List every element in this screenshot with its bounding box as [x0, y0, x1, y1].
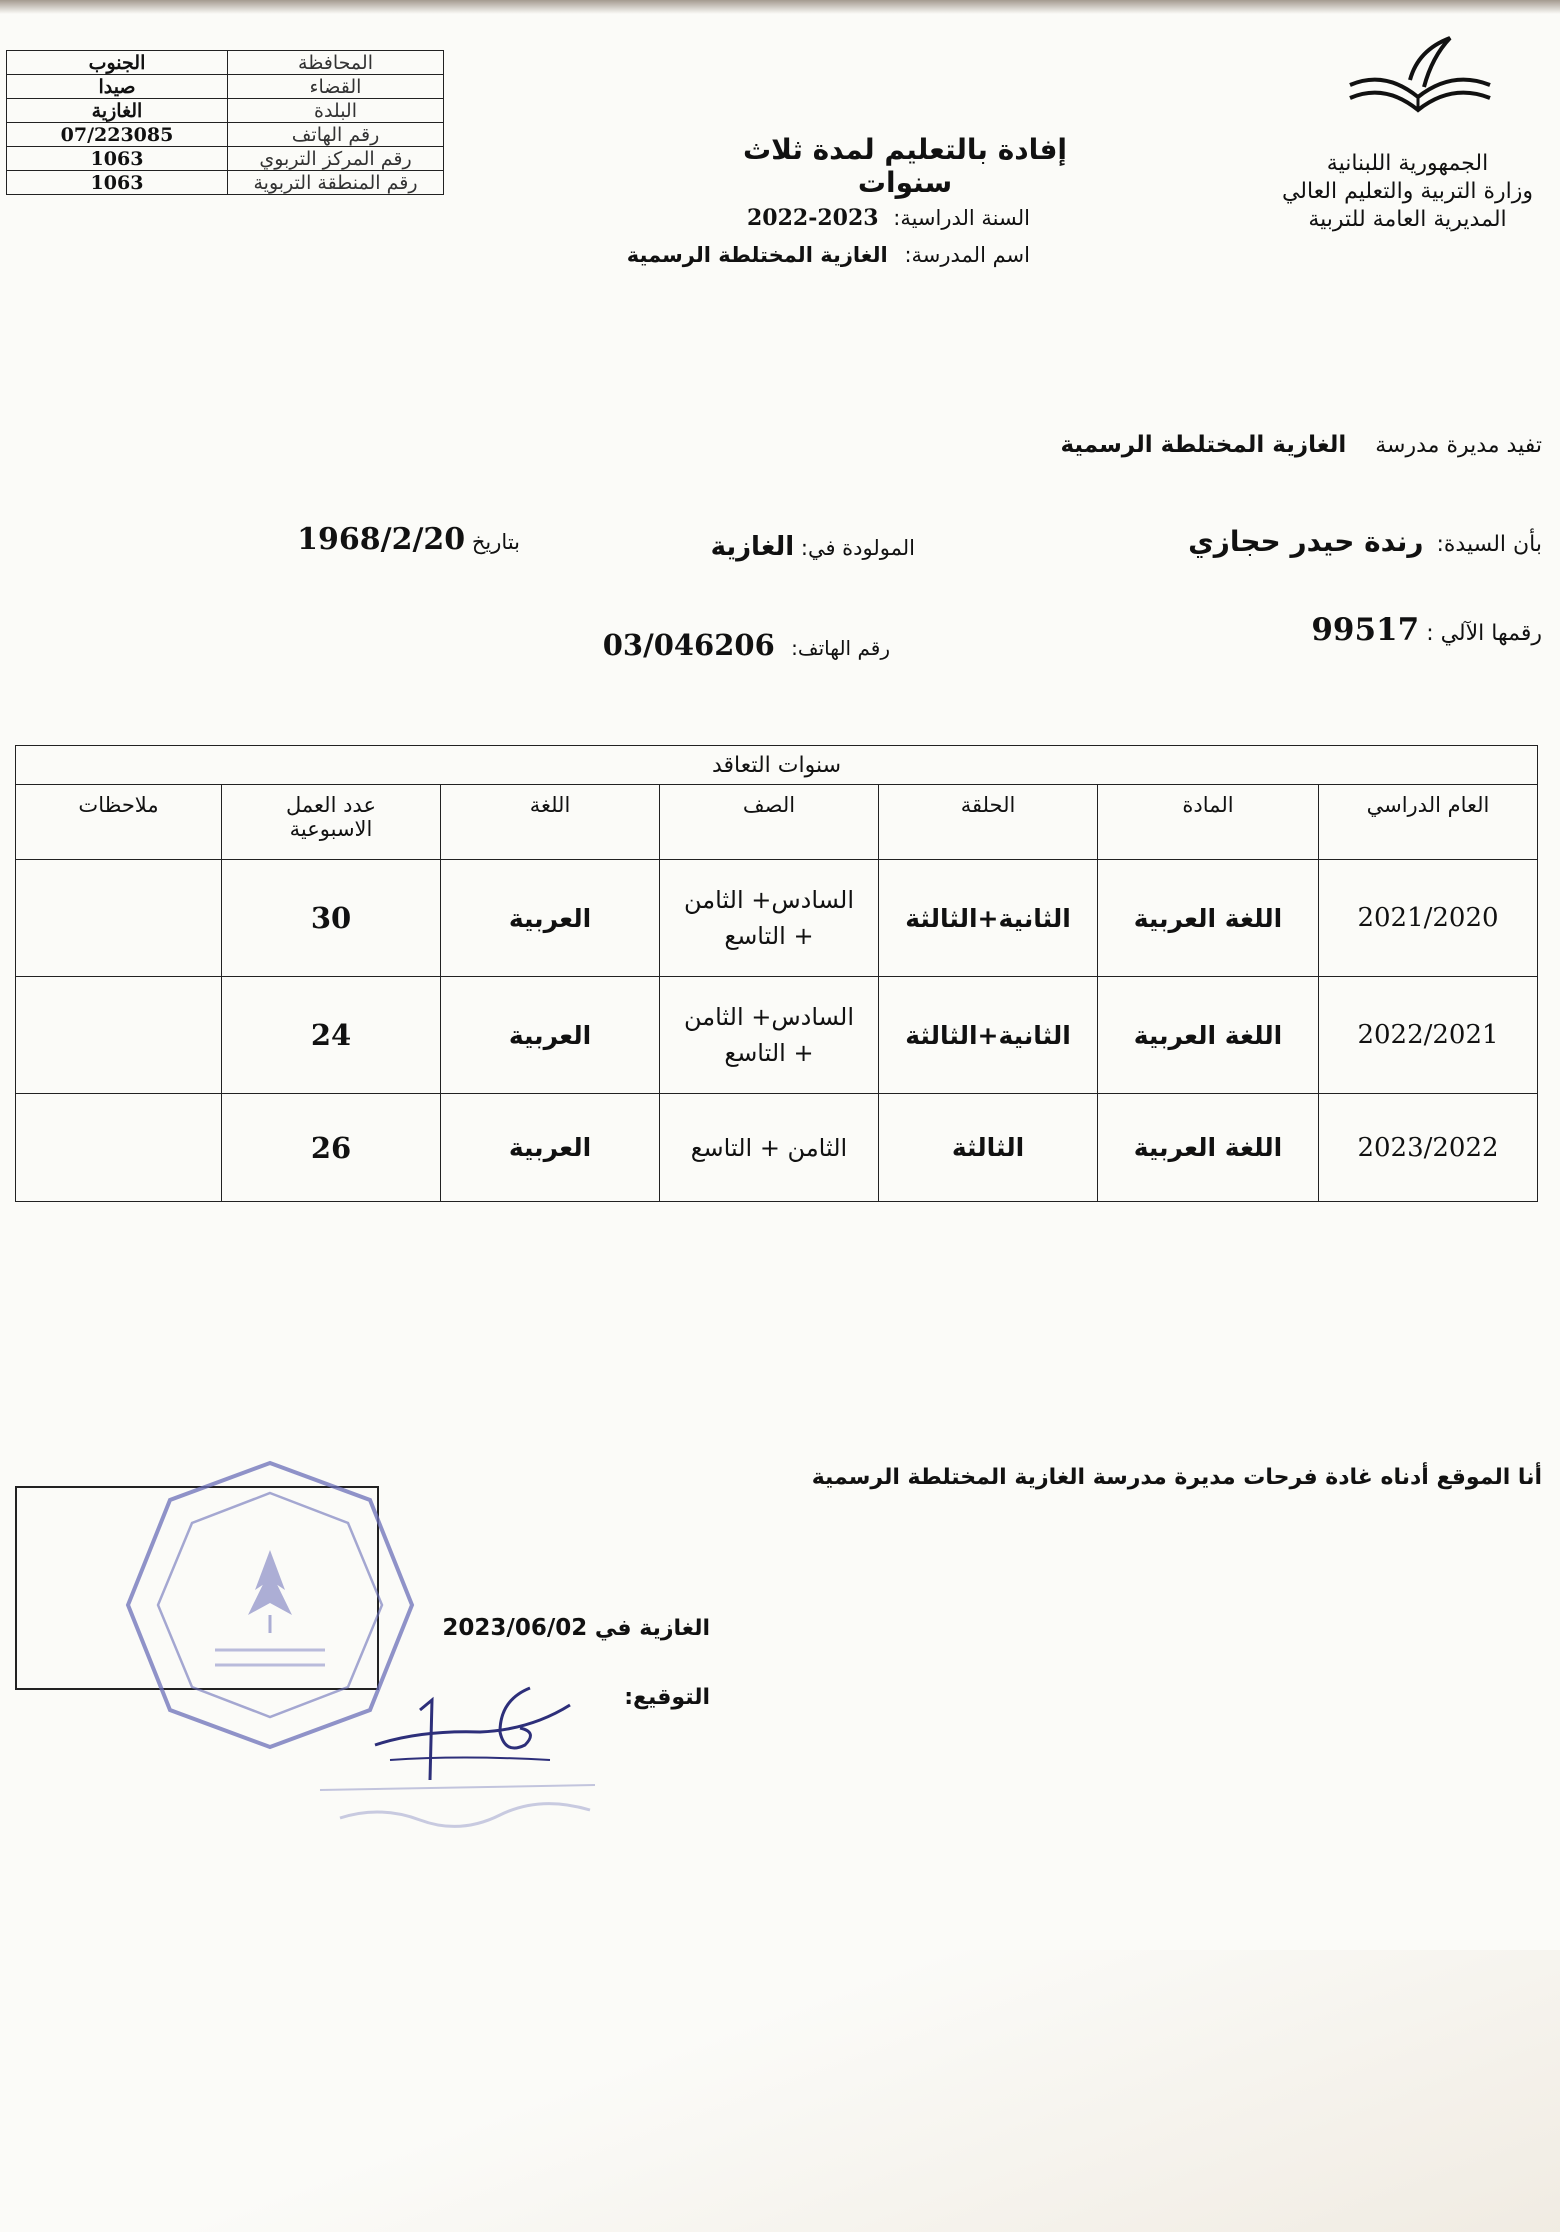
id-value: 99517: [1311, 612, 1420, 648]
cell-year: 2022/2021: [1319, 977, 1538, 1094]
cell-cycle: الثانية+الثالثة: [879, 860, 1098, 977]
cell-hours: 24: [222, 977, 441, 1094]
school-info-table: [6, 50, 444, 195]
birthdate-line: [270, 522, 520, 557]
table-caption: سنوات التعاقد: [16, 746, 1538, 785]
id-label: رقمها الآلي :: [1426, 621, 1542, 646]
cell-notes: [16, 1094, 222, 1202]
ministry-logo-icon: [1340, 35, 1500, 125]
info-value: 1063: [7, 147, 228, 171]
info-row: [7, 171, 444, 195]
table-row: [16, 1094, 1538, 1202]
lady-label: بأن السيدة:: [1436, 532, 1542, 557]
table-row: [16, 860, 1538, 977]
hours-header-line2: الاسبوعية: [289, 817, 373, 841]
year-label: السنة الدراسية:: [893, 206, 1030, 230]
col-header-year: العام الدراسي: [1319, 785, 1538, 860]
info-label: المحافظة: [228, 51, 444, 75]
col-header-cycle: الحلقة: [879, 785, 1098, 860]
school-value: الغازية المختلطة الرسمية: [626, 243, 888, 267]
info-label: البلدة: [228, 99, 444, 123]
class-line1: الثامن + التاسع: [690, 1133, 848, 1162]
academic-year-line: [640, 205, 1030, 231]
info-row: [7, 99, 444, 123]
name-stamp-icon: [310, 1770, 610, 1840]
cell-cycle: الثانية+الثالثة: [879, 977, 1098, 1094]
cell-hours: 26: [222, 1094, 441, 1202]
cell-class: [660, 1094, 879, 1202]
id-line: [1212, 612, 1542, 648]
born-place: الغازية: [710, 532, 795, 562]
school-name-line: [600, 243, 1030, 267]
paper-shadow: [0, 1950, 1560, 2232]
ministry-header: [1270, 150, 1545, 234]
cell-notes: [16, 860, 222, 977]
info-label: رقم المركز التربوي: [228, 147, 444, 171]
col-header-notes: ملاحظات: [16, 785, 222, 860]
cell-class: [660, 977, 879, 1094]
cell-hours: 30: [222, 860, 441, 977]
lady-name: رندة حيدر حجازي: [1188, 525, 1424, 558]
class-line1: السادس+ الثامن: [683, 1003, 855, 1031]
year-value: 2022-2023: [746, 205, 879, 231]
cell-notes: [16, 977, 222, 1094]
directorate-name: المديرية العامة للتربية: [1308, 207, 1507, 232]
info-row: [7, 123, 444, 147]
info-label: رقم الهاتف: [228, 123, 444, 147]
phone-line: [570, 628, 890, 662]
birthplace-line: [690, 532, 915, 562]
place-date-value: 2023/06/02: [442, 1615, 588, 1641]
place-date-line: [440, 1615, 710, 1641]
col-header-hours: [222, 785, 441, 860]
school-label: اسم المدرسة:: [904, 243, 1030, 267]
cell-subject: اللغة العربية: [1098, 1094, 1319, 1202]
info-value: 07/223085: [7, 123, 228, 147]
cell-cycle: الثالثة: [879, 1094, 1098, 1202]
intro-school: الغازية المختلطة الرسمية: [1060, 432, 1347, 458]
phone-value: 03/046206: [602, 628, 775, 662]
date-value: 1968/2/20: [297, 522, 466, 557]
cell-subject: اللغة العربية: [1098, 977, 1319, 1094]
lady-line: [1152, 525, 1542, 558]
intro-label: تفيد مديرة مدرسة: [1375, 433, 1542, 458]
ministry-name: وزارة التربية والتعليم العالي: [1281, 179, 1534, 204]
contract-years-table: [15, 745, 1538, 1202]
hours-header-line1: عدد العمل: [286, 793, 376, 817]
cell-subject: اللغة العربية: [1098, 860, 1319, 977]
cell-year: 2023/2022: [1319, 1094, 1538, 1202]
cell-language: العربية: [441, 1094, 660, 1202]
republic-name: الجمهورية اللبنانية: [1326, 151, 1489, 176]
info-value: 1063: [7, 171, 228, 195]
info-label: رقم المنطقة التربوية: [228, 171, 444, 195]
info-label: القضاء: [228, 75, 444, 99]
intro-line: [642, 432, 1542, 458]
info-row: [7, 147, 444, 171]
scan-top-edge: [0, 0, 1560, 14]
info-value: صيدا: [7, 75, 228, 99]
document-title: إفادة بالتعليم لمدة ثلاث سنوات: [742, 133, 1068, 199]
info-value: الغازية: [7, 99, 228, 123]
phone-label: رقم الهاتف:: [791, 636, 890, 660]
info-row: [7, 75, 444, 99]
info-row: [7, 51, 444, 75]
col-header-class: الصف: [660, 785, 879, 860]
signature-label: التوقيع:: [624, 1685, 710, 1710]
info-value: الجنوب: [7, 51, 228, 75]
declaration-line: أنا الموقع أدناه غادة فرحات مديرة مدرسة الغازية المختلطة الرسمية: [811, 1465, 1542, 1490]
table-header-row: [16, 785, 1538, 860]
cell-class: [660, 860, 879, 977]
col-header-language: اللغة: [441, 785, 660, 860]
table-row: [16, 977, 1538, 1094]
date-label: بتاريخ: [471, 530, 520, 554]
class-line1: السادس+ الثامن: [683, 886, 855, 914]
cell-year: 2021/2020: [1319, 860, 1538, 977]
class-line2: + التاسع: [724, 1039, 814, 1067]
col-header-subject: المادة: [1098, 785, 1319, 860]
cell-language: العربية: [441, 977, 660, 1094]
class-line2: + التاسع: [724, 922, 814, 950]
cell-language: العربية: [441, 860, 660, 977]
place-date-label: الغازية في: [594, 1616, 710, 1641]
born-label: المولودة في:: [800, 536, 915, 560]
